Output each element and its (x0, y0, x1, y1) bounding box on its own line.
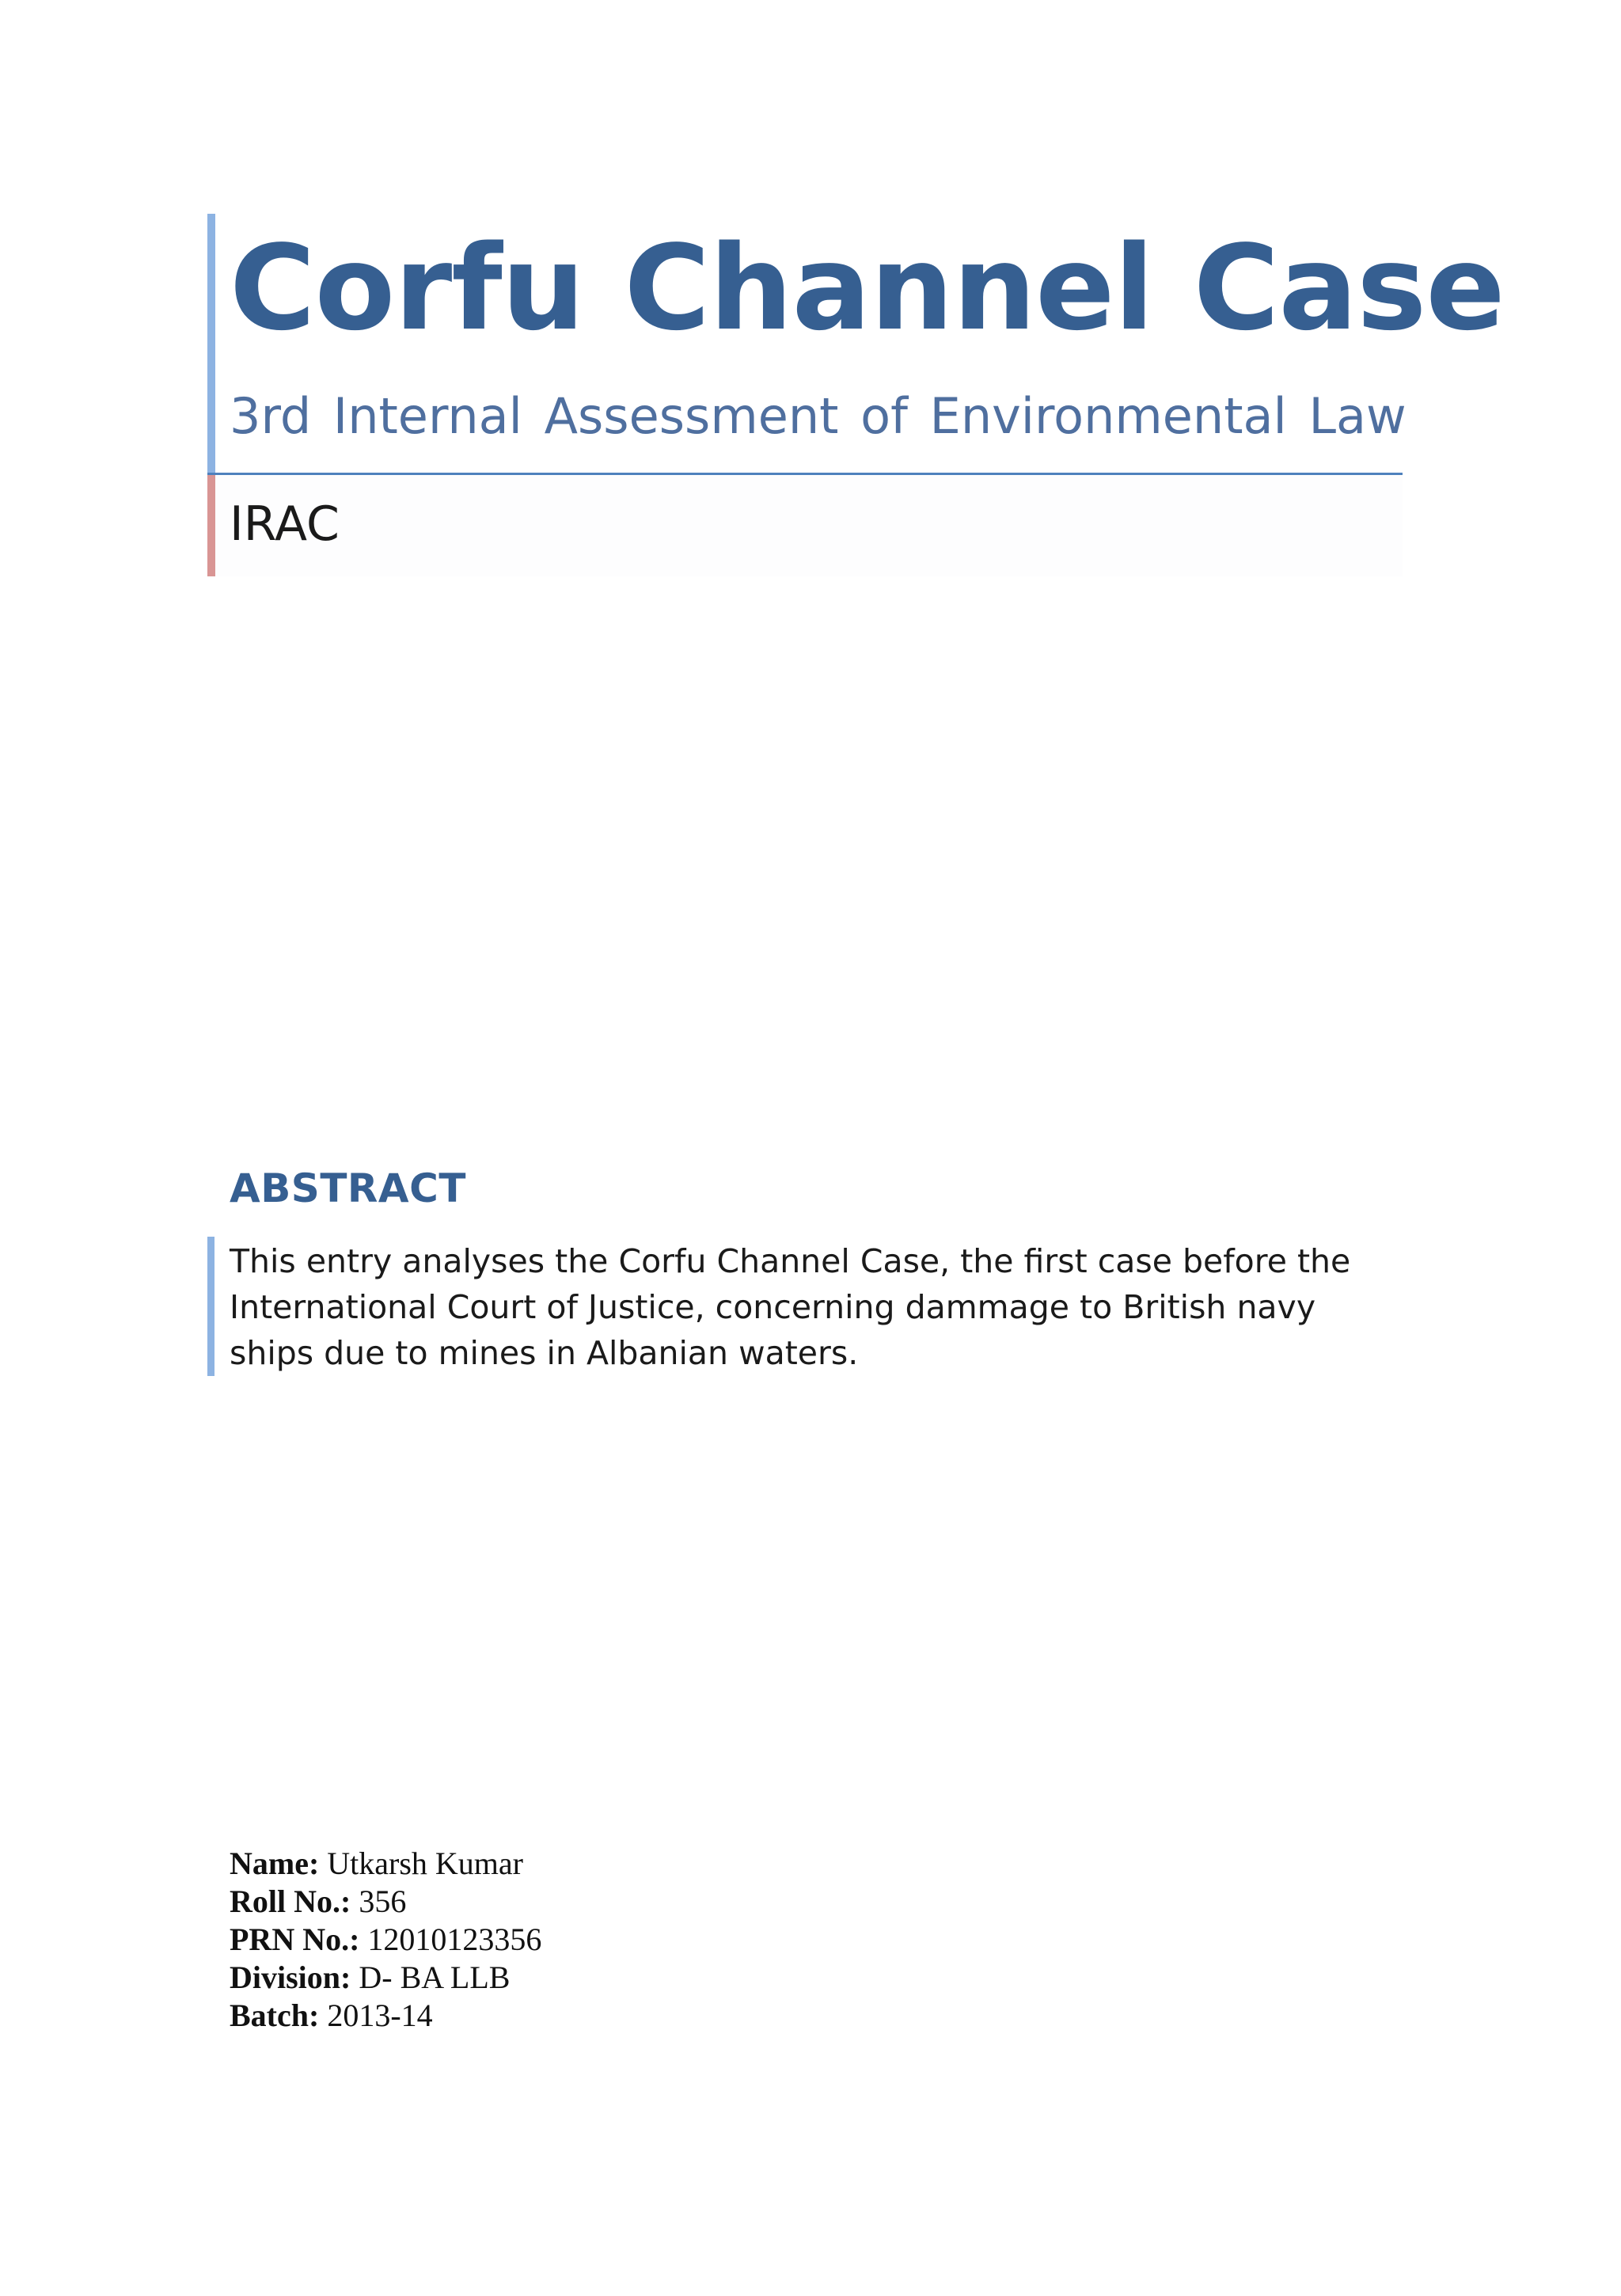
detail-roll-no (230, 1883, 541, 1921)
detail-value: Utkarsh Kumar (327, 1846, 523, 1881)
detail-value: 12010123356 (367, 1922, 542, 1957)
detail-value: D- BA LLB (359, 1960, 511, 1995)
student-details (230, 1845, 541, 2035)
section-tag-accent-bar (207, 475, 215, 576)
section-tag-background (215, 475, 1403, 576)
detail-label: Batch: (230, 1998, 320, 2033)
title-accent-bar (207, 214, 215, 475)
abstract-text: This entry analyses the Corfu Channel Case, the first case before the International Court of Justice, concerning dammage to British navy ships due to mines in Albanian waters. (230, 1242, 1351, 1372)
detail-value: 2013-14 (327, 1998, 433, 2033)
detail-name (230, 1845, 541, 1883)
document-subtitle: 3rd Internal Assessment of Environmental Law (230, 387, 1407, 445)
detail-prn-no (230, 1921, 541, 1959)
document-title: Corfu Channel Case (230, 220, 1505, 356)
detail-label: Name: (230, 1846, 320, 1881)
detail-label: PRN No.: (230, 1922, 360, 1957)
detail-label: Division: (230, 1960, 351, 1995)
detail-batch (230, 1997, 541, 2035)
detail-value: 356 (359, 1884, 407, 1919)
section-tag: IRAC (230, 496, 340, 552)
abstract-heading: ABSTRACT (230, 1165, 466, 1211)
abstract-accent-bar (207, 1237, 214, 1376)
detail-division (230, 1959, 541, 1997)
detail-label: Roll No.: (230, 1884, 351, 1919)
